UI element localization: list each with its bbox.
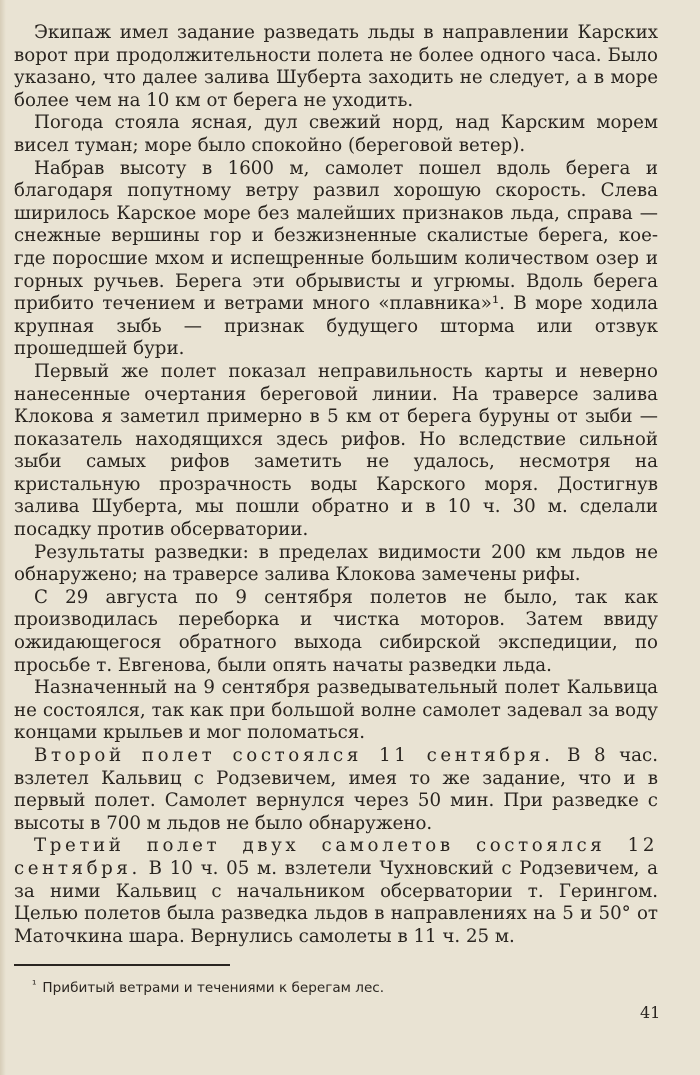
paragraph-5: Результаты разведки: в пределах видимости 200 км льдов не обнаружено; на траверсе залива Клокова замечены рифы. <box>14 541 658 586</box>
footnote-text: Прибитый ветрами и течениями к берегам лес. <box>42 980 385 996</box>
footnote <box>32 975 652 998</box>
paragraph-8-text: В 8 час. взлетел Кальвиц с Родзевичем, имея то же задание, что и в первый полет. Самолет вернулся через 50 мин. При разведке с высоты в 700 м льдов не было обнаружено. <box>14 745 658 834</box>
paragraph-2: Погода стояла ясная, дул свежий норд, над Карским морем висел туман; море было спокойно (береговой ветер). <box>14 112 658 156</box>
paragraph-7: Назначенный на 9 сентября разведывательный полет Кальвица не состоялся, так как при большой волне самолет задевал за воду концами крыльев и мог поломаться. <box>14 677 658 744</box>
paragraph-9-spaced-lead: Третий полет двух самолетов состоялся 12 сентября. <box>14 835 658 879</box>
paragraph-9 <box>14 835 658 948</box>
footnote-divider <box>14 964 230 966</box>
paragraph-8-spaced-lead: Второй полет состоялся 11 сентября. <box>34 745 554 766</box>
paragraph-9-text: В 10 ч. 05 м. взлетели Чухновский с Родзевичем, а за ними Кальвиц с начальником обсерватории т. Герингом. Целью полетов была разведка льдов в направлениях на 5 и 50° от Маточкина шара. Вернулись самолеты в 11 ч. 25 м. <box>14 857 658 947</box>
paragraph-3: Набрав высоту в 1600 м, самолет пошел вдоль берега и благодаря попутному ветру развил хорошую скорость. Слева ширилось Карское море без малейших признаков льда, справа — снежные вершины гор и безжизненные скалистые берега, кое-где поросшие мхом и испещренные большим количеством озер и горных ручьев. Берега эти обрывисты и угрюмы. Вдоль берега прибито течением и ветрами много «плавника»¹. В море ходила крупная зыбь — признак будущего шторма или отзвук прошедшей бури. <box>14 157 658 360</box>
page-spine-shadow <box>0 0 6 1075</box>
paragraph-8 <box>14 745 658 835</box>
page-number: 41 <box>640 1003 661 1022</box>
paragraph-4: Первый же полет показал неправильность карты и неверно нанесенные очертания береговой линии. На траверсе залива Клокова я заметил примерно в 5 км от берега буруны от зыби — показатель находящихся здесь рифов. Но вследствие сильной зыби самых рифов заметить не удалось, несмотря на кристальную прозрачность воды Карского моря. Достигнув залива Шуберта, мы пошли обратно и в 10 ч. 30 м. сделали посадку против обсерватории. <box>14 360 658 541</box>
paragraph-6: С 29 августа по 9 сентября полетов не было, так как производилась переборка и чистка моторов. Затем ввиду ожидающегося обратного выхода сибирской экспедиции, по просьбе т. Евгенова, были опять начаты разведки льда. <box>14 586 658 676</box>
body-text <box>14 22 658 948</box>
footnote-mark: ¹ <box>32 978 37 991</box>
paragraph-1: Экипаж имел задание разведать льды в направлении Карских ворот при продолжительности полета не более одного часа. Было указано, что далее залива Шуберта заходить не следует, а в море более чем на 10 км от берега не уходить. <box>14 22 658 111</box>
